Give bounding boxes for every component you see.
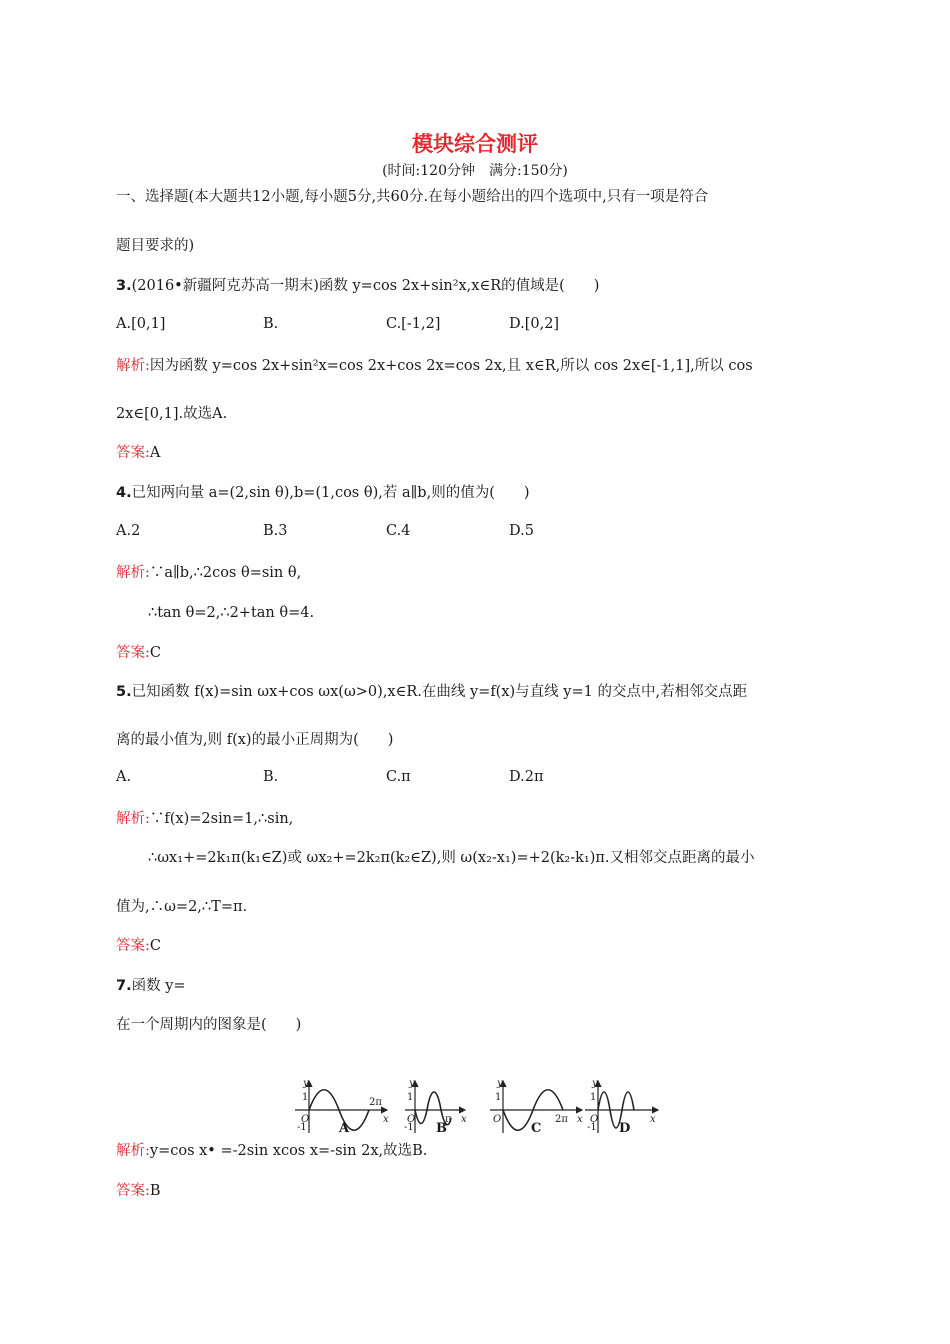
q4-analysis-line2: ∴tan θ=2,∴2+tan θ=4. [148,605,315,621]
q3-option-a: A.[0,1] [116,316,166,332]
q5-analysis-line3: 值为,∴ω=2,∴T=π. [116,899,248,915]
q7-answer-value: B [149,1183,161,1199]
q7-answer [116,1181,161,1201]
graph-c-two-pi: 2π [555,1114,568,1125]
q3-analysis-line2: 2x∈[0,1].故选A. [116,406,228,422]
q3-analysis-line1 [116,356,753,376]
page-subtitle: (时间:120分钟 满分:150分) [382,163,568,179]
q7-graph-label-c: C [531,1121,542,1136]
graph-b-origin: O [407,1114,416,1125]
q5-stem-line2: 离的最小值为,则 f(x)的最小正周期为( ) [116,732,394,748]
graph-d-neg-one: -1 [587,1122,597,1133]
graph-d-one: 1 [590,1092,597,1103]
q7-number: 7. [116,978,132,994]
q4-analysis-line1 [116,563,301,583]
graph-d-x-label: x [650,1114,656,1125]
q7-stem-line2: 在一个周期内的图象是( ) [116,1017,302,1033]
graph-b-neg-one: -1 [404,1122,414,1133]
q5-option-a: A. [116,769,132,785]
q5-analysis-line2: ∴ωx₁+=2k₁π(k₁∈Z)或 ωx₂+=2k₂π(k₂∈Z),则 ω(x₂-x₁)=+2(k₂-k₁)π.又相邻交点距离的最小 [148,850,755,866]
graph-b-y-label: y [409,1078,415,1089]
q7-answer-label: 答案: [116,1183,150,1199]
q4-analysis-label: 解析: [116,565,150,581]
q4-analysis-text1: ∵a∥b,∴2cos θ=sin θ, [149,565,302,581]
q7-stem-text1: 函数 y= [131,978,186,994]
graph-b-x-label: x [461,1114,467,1125]
graph-c-one: 1 [495,1092,502,1103]
q3-analysis-text1: 因为函数 y=cos 2x+sin²x=cos 2x+cos 2x=cos 2x,且 x∈R,所以 cos 2x∈[-1,1],所以 cos [149,358,753,374]
q5-analysis-text1: ∵f(x)=2sin=1,∴sin, [149,811,294,827]
q3-option-c: C.[-1,2] [386,316,441,332]
graph-a-two-pi: 2π [369,1097,382,1108]
q7-stem-line1 [116,976,186,996]
graph-a-x-label: x [383,1114,389,1125]
section-heading-line1: 一、选择题(本大题共12小题,每小题5分,共60分.在每小题给出的四个选项中,只有一项是符合 [116,189,709,205]
q5-option-b: B. [263,769,279,785]
graph-a-origin: O [301,1114,310,1125]
graph-b-pi: π [445,1114,452,1125]
q4-answer-label: 答案: [116,645,150,661]
graph-a-neg-one: -1 [297,1122,307,1133]
graph-b-one: 1 [407,1092,414,1103]
q3-stem-text: (2016•新疆阿克苏高一期末)函数 y=cos 2x+sin²x,x∈R的值域是( ) [131,278,600,294]
q5-answer [116,936,161,956]
q5-answer-label: 答案: [116,938,150,954]
graph-d-y-label: y [592,1078,598,1089]
q7-graph-label-a: A [339,1121,350,1136]
q4-option-d: D.5 [509,523,534,539]
q7-graph-label-d: D [619,1121,631,1136]
q5-analysis-line1 [116,809,293,829]
q5-analysis-label: 解析: [116,811,150,827]
q5-stem-line1 [116,682,747,702]
q4-stem-text: 已知两向量 a=(2,sin θ),b=(1,cos θ),若 a∥b,则的值为( ) [131,485,530,501]
q5-number: 5. [116,684,132,700]
q5-stem-text1: 已知函数 f(x)=sin ωx+cos ωx(ω>0),x∈R.在曲线 y=f(x)与直线 y=1 的交点中,若相邻交点距 [131,684,748,700]
q5-option-d: D.2π [509,769,544,785]
graph-c-x-label: x [577,1114,583,1125]
graph-c-y-label: y [497,1078,503,1089]
q3-number: 3. [116,278,132,294]
q7-analysis-text1: y=cos x• =-2sin xcos x=-sin 2x,故选B. [149,1143,428,1159]
q5-answer-value: C [149,938,161,954]
q3-answer [116,443,160,463]
q7-graph-label-b: B [436,1121,447,1136]
q4-stem [116,483,530,503]
q5-option-c: C.π [386,769,411,785]
q4-option-b: B.3 [263,523,288,539]
q4-number: 4. [116,485,132,501]
q4-option-c: C.4 [386,523,411,539]
q3-answer-label: 答案: [116,445,150,461]
graph-a-one: 1 [302,1092,309,1103]
q4-option-a: A.2 [116,523,141,539]
graph-a-y-label: y [303,1078,309,1089]
q3-answer-value: A [149,445,161,461]
q4-answer [116,643,161,663]
q4-answer-value: C [149,645,161,661]
graph-c-origin: O [493,1114,502,1125]
q7-analysis-line1 [116,1141,427,1161]
section-heading-line2: 题目要求的) [116,238,195,254]
q3-option-d: D.[0,2] [509,316,560,332]
graph-d-origin: O [590,1114,599,1125]
q3-stem [116,276,599,296]
page-title: 模块综合测评 [412,132,538,156]
q3-option-b: B. [263,316,279,332]
q3-analysis-label: 解析: [116,358,150,374]
q7-analysis-label: 解析: [116,1143,150,1159]
